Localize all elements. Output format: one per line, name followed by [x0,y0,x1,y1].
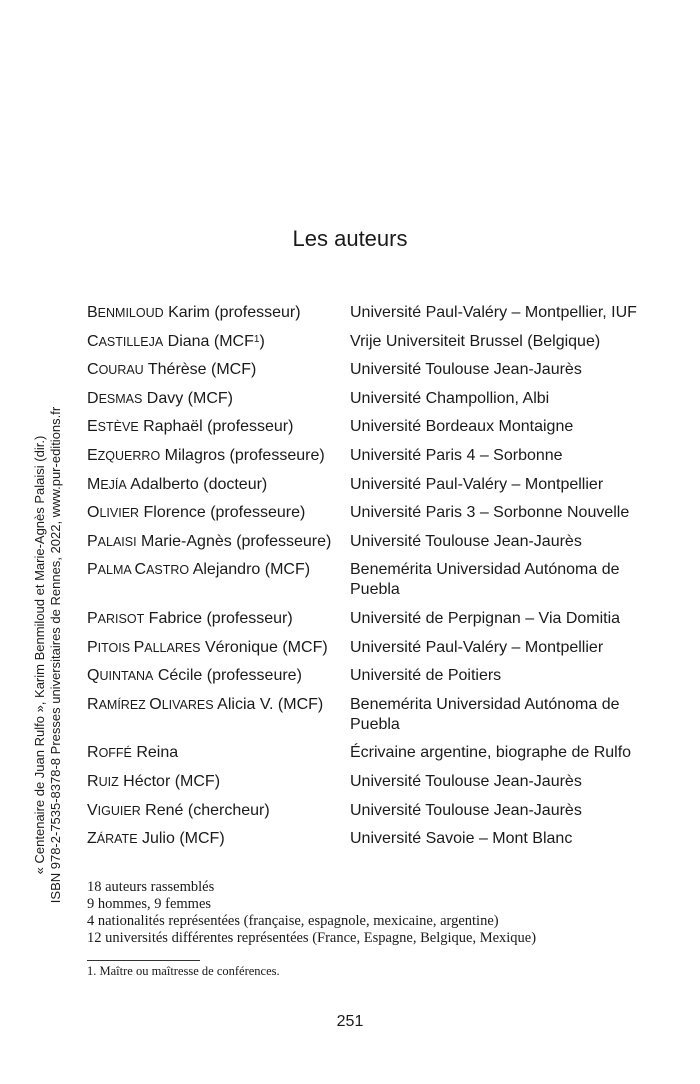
author-name-part: ENMILOUD [97,306,164,320]
author-name-part: R [87,772,99,790]
author-name-part: B [87,304,98,321]
author-name [87,475,350,495]
author-row [87,532,647,552]
author-name-part: ) [259,332,265,350]
author-name-part: R [87,744,99,762]
author-name-part: Diana (MCF [163,332,254,350]
author-row [87,695,647,735]
author-name-part: ÁRATE [96,832,138,847]
footnote-mark: 1 [253,333,260,345]
author-name [87,446,350,466]
author-affiliation: Vrije Universiteit Brussel (Belgique) [350,332,601,350]
author-affiliation: Université Paris 3 – Sorbonne Nouvelle [350,504,630,522]
author-affiliation: Benemérita Universidad Autónoma de Puebla [350,695,620,733]
author-name-part: ITOIS [97,640,134,655]
author-name-part: ZQUERRO [97,448,161,463]
author-name-part: ALAISI [97,534,137,549]
author-name-part: C [87,332,99,350]
author-name-part: M [87,475,101,493]
author-name [87,389,350,409]
stat-line: 4 nationalités représentées (française, espagnole, mexicaine, argentine) [87,913,499,929]
author-name [87,360,350,380]
author-affiliation: Université Paul-Valéry – Montpellier [350,475,604,493]
author-affiliation: Université de Poitiers [350,667,502,685]
author-name-part: Davy (MCF) [142,389,233,407]
author-name-part: Karim (professeur) [163,304,301,321]
author-name [87,695,350,735]
author-row [87,829,647,849]
authors-table [87,303,647,858]
author-row [87,772,647,792]
author-name-part: OFFÉ [98,746,132,761]
author-name [87,609,350,629]
author-name-part: ALMA [97,563,135,578]
author-name-part: Cécile (professeure) [153,667,302,685]
author-name-part: Héctor (MCF) [118,772,221,790]
author-affiliation: Université Toulouse Jean-Jaurès [350,772,582,790]
author-name-part: P [87,532,98,550]
author-name-part: P [87,638,98,656]
author-row [87,446,647,466]
author-name-part: Thérèse (MCF) [143,361,257,379]
author-name-part: ASTRO [146,563,190,578]
author-row [87,503,647,523]
author-name [87,417,350,437]
author-name-part: OURAU [98,363,144,378]
author-affiliation: Université Champollion, Albi [350,389,550,407]
author-name-part: EJÍA [100,477,127,492]
author-affiliation: Université Paris 4 – Sorbonne [350,446,563,464]
author-name-part: STÈVE [97,420,139,435]
author-name-part: ARISOT [97,611,145,626]
author-name [87,801,350,821]
author-name-part: E [87,418,98,436]
author-row [87,475,647,495]
page-number: 251 [336,1013,364,1030]
author-affiliation: Université Toulouse Jean-Jaurès [350,801,582,819]
author-name [87,743,350,763]
author-name [87,666,350,686]
author-name [87,560,350,600]
author-name-part: Z [87,830,97,848]
author-name-part: AMÍREZ [98,697,150,712]
author-row [87,801,647,821]
author-name-part: Julio (MCF) [137,830,225,848]
author-name-part: ESMAS [98,391,143,406]
author-name-part: Adalberto (docteur) [126,475,268,493]
author-name-part: E [87,446,98,464]
author-name-part: Alicia V. (MCF) [213,695,324,713]
author-name-part: P [133,638,145,656]
author-name-part: Raphaël (professeur) [138,418,294,436]
author-name-part: R [87,695,99,713]
author-row [87,609,647,629]
stat-line: 9 hommes, 9 femmes [87,896,212,912]
author-name-part: C [134,561,147,579]
author-name-part: Reina [131,744,179,762]
author-name-part: UINTANA [99,669,154,684]
author-name [87,829,350,849]
author-name-part: P [87,609,98,627]
author-name [87,532,350,552]
footnote: 1. Maître ou maîtresse de conférences. [87,964,280,978]
author-name [87,638,350,658]
author-row [87,560,647,600]
author-name-part: Florence (professeure) [139,504,306,522]
author-row [87,389,647,409]
side-note-line-1: « Centenaire de Juan Rulfo », Karim Benmiloud et Marie-Agnès Palaisi (dir.) [32,435,47,875]
author-name-part: UIZ [98,774,119,789]
author-affiliation: Université Bordeaux Montaigne [350,418,574,436]
author-affiliation: Université Toulouse Jean-Jaurès [350,361,582,379]
author-row [87,638,647,658]
author-affiliation: Écrivaine argentine, biographe de Rulfo [350,744,632,762]
author-affiliation: Université de Perpignan – Via Domitia [350,609,621,627]
author-affiliation: Université Paul-Valéry – Montpellier, IUF [350,304,637,321]
author-name-part: Véronique (MCF) [200,638,328,656]
author-name-part: D [87,389,99,407]
author-name-part: Alejandro (MCF) [189,561,311,579]
author-name-part: Q [87,667,100,685]
author-name [87,303,350,323]
author-name-part: LIVIER [99,506,140,521]
author-row [87,417,647,437]
side-copyright-note [32,275,72,1035]
author-name-part: René (chercheur) [140,801,270,819]
author-row [87,303,647,323]
author-row [87,743,647,763]
author-affiliation: Université Savoie – Mont Blanc [350,830,573,848]
side-note-line-2: ISBN 978-2-7535-8378-8 Presses universitaires de Rennes, 2022, www.pur-editions.fr [48,406,63,904]
author-name-part: Fabrice (professeur) [144,609,293,627]
author-name-part: Marie-Agnès (professeure) [136,532,332,550]
author-name-part: V [87,801,98,819]
footnote-divider [87,960,200,961]
author-row [87,360,647,380]
author-name-part: ASTILLEJA [98,334,164,349]
author-name-part: C [87,361,99,379]
author-name [87,503,350,523]
author-name-part: Milagros (professeure) [160,446,325,464]
stat-line: 18 auteurs rassemblés [87,879,215,895]
author-affiliation: Université Paul-Valéry – Montpellier [350,638,604,656]
page-title: Les auteurs [292,226,408,251]
author-name-part: ALLARES [144,640,201,655]
author-name [87,332,350,352]
author-name-part: IGUIER [97,803,141,818]
author-name [87,772,350,792]
author-row [87,666,647,686]
author-name-part: LIVARES [161,697,214,712]
author-row [87,332,647,352]
author-name-part: O [149,695,162,713]
author-name-part: O [87,504,100,522]
author-affiliation: Université Toulouse Jean-Jaurès [350,532,582,550]
summary-stats [87,879,627,947]
stat-line: 12 universités différentes représentées (France, Espagne, Belgique, Mexique) [87,930,537,946]
author-name-part: P [87,561,98,579]
author-affiliation: Benemérita Universidad Autónoma de Puebla [350,561,620,599]
